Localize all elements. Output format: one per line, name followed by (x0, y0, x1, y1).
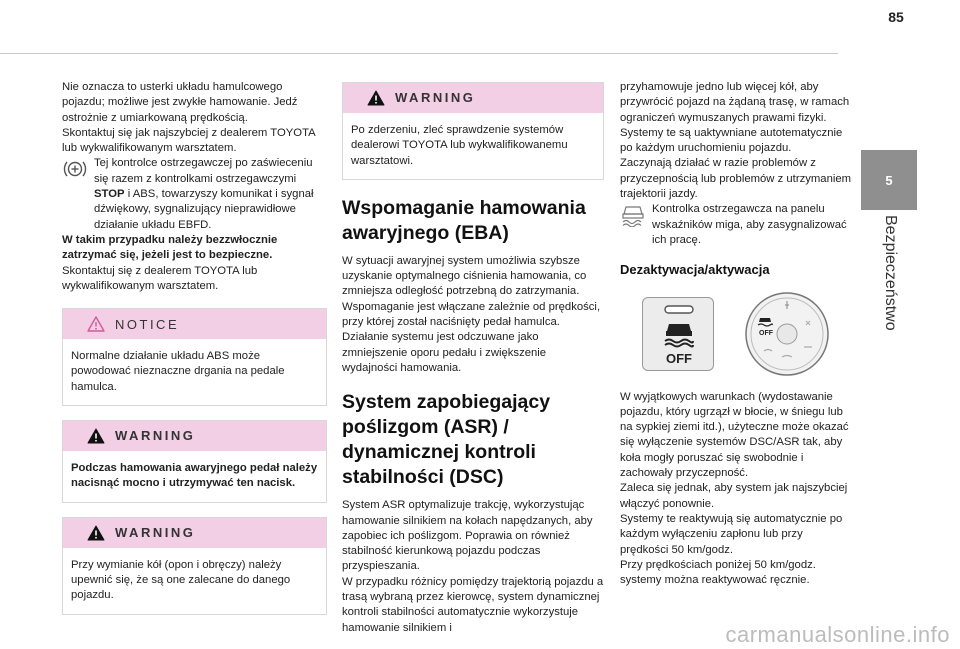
stability-control-light-icon (620, 203, 646, 227)
controls-illustration (642, 292, 852, 376)
paragraph: przyhamowuje jedno lub więcej kół, aby przywrócić pojazd na żądaną trasę, w ramach ograniczeń wymuszanych prawami fizyki. (620, 81, 850, 124)
chapter-tab[interactable]: 5 (861, 150, 917, 210)
button-off-label: OFF (666, 350, 692, 366)
column-right (620, 80, 852, 588)
warning-triangle-icon (87, 525, 105, 541)
paragraph: Systemy te reaktywują się automatycznie po każdym wyłączeniu zapłonu lub przy prędkości 50 km/godz. (620, 512, 843, 556)
notice-title: NOTICE (115, 316, 180, 332)
column-middle (342, 82, 604, 636)
drive-mode-dial-illustration (744, 291, 830, 377)
notice-box (62, 308, 327, 406)
top-divider (0, 53, 838, 54)
watermark-text: carmanualsonline.info (725, 622, 950, 647)
notice-text: Normalne działanie układu ABS może powodować nieznaczne drgania na pedale hamulca. (71, 350, 285, 393)
section-heading-asr-dsc: System zapobiegający poślizgom (ASR) / dynamicznej kontroli stabilności (DSC) (342, 391, 551, 489)
warning-text: Po zderzeniu, zleć sprawdzenie systemów dealerowi TOYOTA lub wykwalifikowanemu warsztatowi. (351, 124, 568, 167)
warning-text: Przy wymianie kół (opon i obręczy) należy upewnić się, że są one zalecane do danego pojazdu. (71, 558, 291, 602)
warning-title: WARNING (115, 524, 196, 540)
warning-title: WARNING (115, 428, 196, 444)
chapter-label-text: Bezpieczeństwo (882, 215, 899, 331)
section-heading-deactivation: Dezaktywacja/aktywacja (620, 262, 770, 278)
warning-triangle-icon (367, 90, 385, 106)
paragraph: W sytuacji awaryjnej system umożliwia szybsze uzyskanie optymalnego ciśnienia hamowania, co zmniejsza odległość potrzebną do zatrzymania. (342, 254, 587, 298)
paragraph-text: Kontrolka ostrzegawcza na panelu wskaźników miga, aby zasygnalizować ich pracę. (652, 203, 847, 246)
paragraph: W przypadku różnicy pomiędzy trajektorią pojazdu a trasą wybraną przez kierowcę, system dynamicznej kontroli stabilności automatycznie wykorzystuje hamowanie silnikiem i (342, 575, 604, 634)
warning-box (62, 517, 327, 615)
warning-triangle-icon (87, 428, 105, 444)
warning-text: Podczas hamowania awaryjnego pedał należy nacisnąć mocno i utrzymywać ten nacisk. (71, 462, 318, 490)
paragraph: Nie oznacza to usterki układu hamulcowego pojazdu; możliwe jest zwykłe hamowanie. Jedź ostrożnie z umiarkowaną prędkością. (62, 81, 298, 124)
page-number: 85 (888, 9, 904, 25)
section-heading-eba: Wspomaganie hamowania awaryjnego (EBA) (342, 196, 586, 244)
paragraph: Skontaktuj się z dealerem TOYOTA lub wykwalifikowanym warsztatem. (62, 264, 258, 292)
paragraph-bold: W takim przypadku należy bezzwłocznie zatrzymać się, jeżeli jest to bezpieczne. (62, 233, 278, 262)
dsc-off-button-icon (643, 298, 715, 372)
caution-triangle-icon (87, 316, 105, 332)
paragraph: W wyjątkowych warunkach (wydostawanie pojazdu, który ugrzązł w błocie, w śniegu lub na sypkiej ziemi itd.), użyteczne może okazać się wyłączenie systemów DSC/ASR tak, aby koła mogły poruszać się swobodnie i zachowały przyczepność. (620, 390, 849, 480)
paragraph-text: i ABS, towarzyszy komunikat i sygnał dźwiękowy, sygnalizujący nieprawidłowe działanie układu EBFD. (94, 188, 314, 231)
paragraph: Zaleca się jednak, aby system jak najszybciej włączyć ponownie. (620, 482, 848, 510)
warning-header (63, 518, 326, 548)
column-left (62, 80, 327, 615)
warning-box (342, 82, 604, 180)
paragraph: Zaczynają działać w razie problemów z przyczepnością lub problemów z utrzymaniem trajektorii jazdy. (620, 157, 852, 201)
dsc-off-button-illustration (642, 297, 714, 371)
brake-warning-light-icon (62, 157, 88, 181)
paragraph-text: Tej kontrolce ostrzegawczej po zaświeceniu się razem z kontrolkami ostrzegawczymi (94, 157, 313, 185)
paragraph: Wspomaganie jest włączane zależnie od prędkości, przy której został naciśnięty pedał hamulca. Działanie systemu jest odczuwane jako zmniejszenie oporu pedału i zwiększenie wydajności hamowania. (342, 300, 601, 374)
warning-header (343, 83, 603, 113)
chapter-label (874, 215, 904, 375)
paragraph: Przy prędkościach poniżej 50 km/godz. systemy można reaktywować ręcznie. (620, 558, 816, 587)
warning-title: WARNING (395, 90, 476, 106)
warning-header (63, 421, 326, 451)
paragraph: Skontaktuj się jak najszybciej z dealerem TOYOTA lub wykwalifikowanym warsztatem. (62, 126, 316, 155)
warning-light-paragraph (620, 202, 852, 248)
paragraph: Systemy te są uaktywniane autotematycznie po każdym uruchomieniu pojazdu. (620, 126, 843, 155)
warning-light-paragraph (62, 156, 327, 232)
paragraph: System ASR optymalizuje trakcję, wykorzystując hamowanie silnikiem na kołach napędzanych, aby zapobiec ich poślizgom. Poprawia on również stabilność kierunkową pojazdu podczas przyspieszania. (342, 499, 593, 573)
stop-label: STOP (94, 188, 125, 201)
warning-box (62, 420, 327, 503)
dial-off-label: OFF (759, 329, 773, 337)
notice-header (63, 309, 326, 339)
